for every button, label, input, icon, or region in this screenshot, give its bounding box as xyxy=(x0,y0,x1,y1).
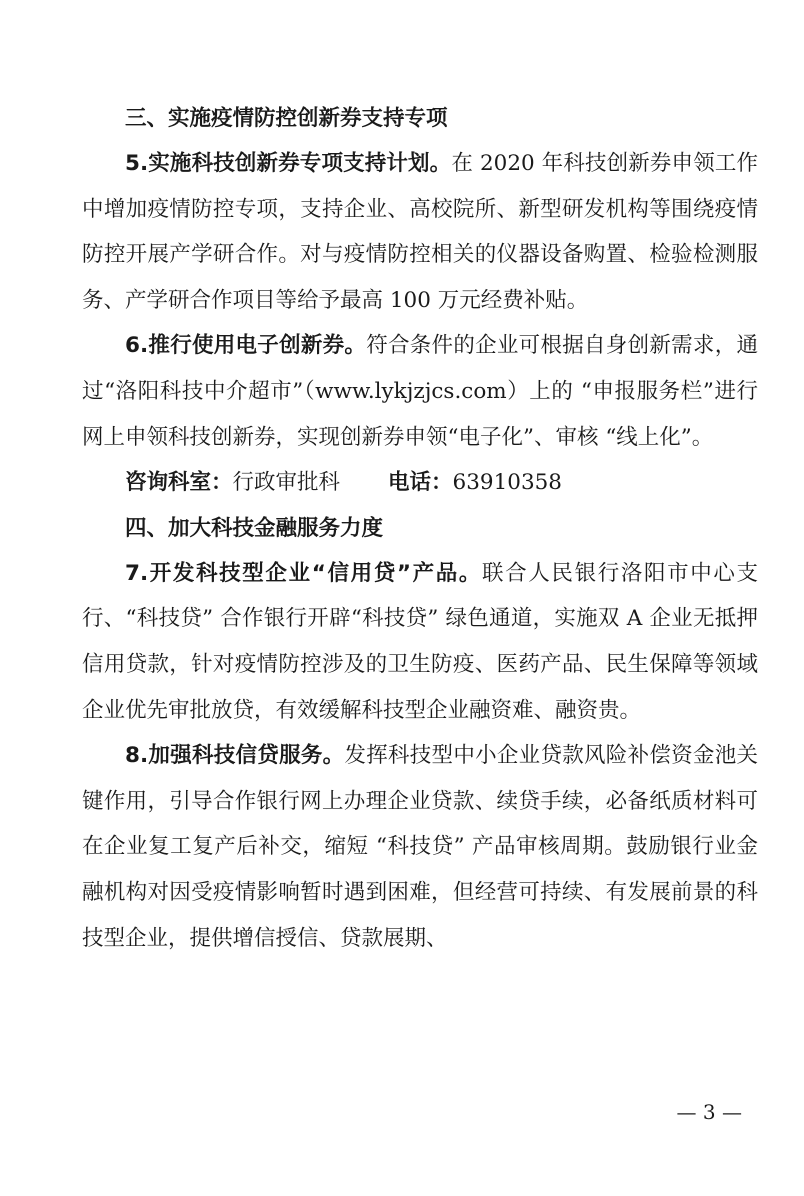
item-6-body: 符合条件的企业可根据自身创新需求，通过“洛阳科技中介超市”（www.lykjzjcs.com）上的 “申报服务栏”进行网上申领科技创新券，实现创新券申领“电子化”、审核 “线上化”。 xyxy=(82,333,758,450)
contact-line xyxy=(82,460,758,506)
paragraph-item-6 xyxy=(82,323,758,460)
item-8-body: 发挥科技型中小企业贷款风险补偿资金池关键作用，引导合作银行网上办理企业贷款、续贷手续，必备纸质材料可在企业复工复产后补交，缩短 “科技贷” 产品审核周期。鼓励银行业金融机构对因受疫情影响暂时遇到困难，但经营可持续、有发展前景的科技型企业，提供增信授信、贷款展期、 xyxy=(82,743,758,951)
contact-office-value: 行政审批科 xyxy=(232,470,341,496)
paragraph-item-5 xyxy=(82,141,758,323)
item-5-lead: 5.实施科技创新券专项支持计划。 xyxy=(125,151,452,176)
section-heading-4: 四、加大科技金融服务力度 xyxy=(125,515,384,541)
document-body xyxy=(82,96,758,961)
item-8-lead: 8.加强科技信贷服务。 xyxy=(125,743,345,769)
contact-phone-value: 63910358 xyxy=(452,470,562,496)
item-7-body: 联合人民银行洛阳市中心支行、“科技贷” 合作银行开辟“科技贷” 绿色通道，实施双 A 企业无抵押信用贷款，针对疫情防控涉及的卫生防疫、医药产品、民生保障等领域企业优先审批放贷，有效缓解科技型企业融资难、融资贵。 xyxy=(82,560,758,723)
paragraph-item-7 xyxy=(82,551,758,733)
section-heading-3: 三、实施疫情防控创新券支持专项 xyxy=(125,106,448,131)
item-5-body: 在 2020 年科技创新券申领工作中增加疫情防控专项，支持企业、高校院所、新型研发机构等围绕疫情防控开展产学研合作。对与疫情防控相关的仪器设备购置、检验检测服务、产学研合作项目等给予最高 100 万元经费补贴。 xyxy=(82,151,758,313)
page-number: — 3 — xyxy=(676,1100,742,1124)
item-7-lead: 7.开发科技型企业“信用贷”产品。 xyxy=(125,560,483,586)
item-6-lead: 6.推行使用电子创新券。 xyxy=(125,333,367,359)
paragraph-item-8 xyxy=(82,733,758,961)
contact-phone-label: 电话： xyxy=(388,470,453,496)
contact-office-label: 咨询科室： xyxy=(125,470,233,496)
